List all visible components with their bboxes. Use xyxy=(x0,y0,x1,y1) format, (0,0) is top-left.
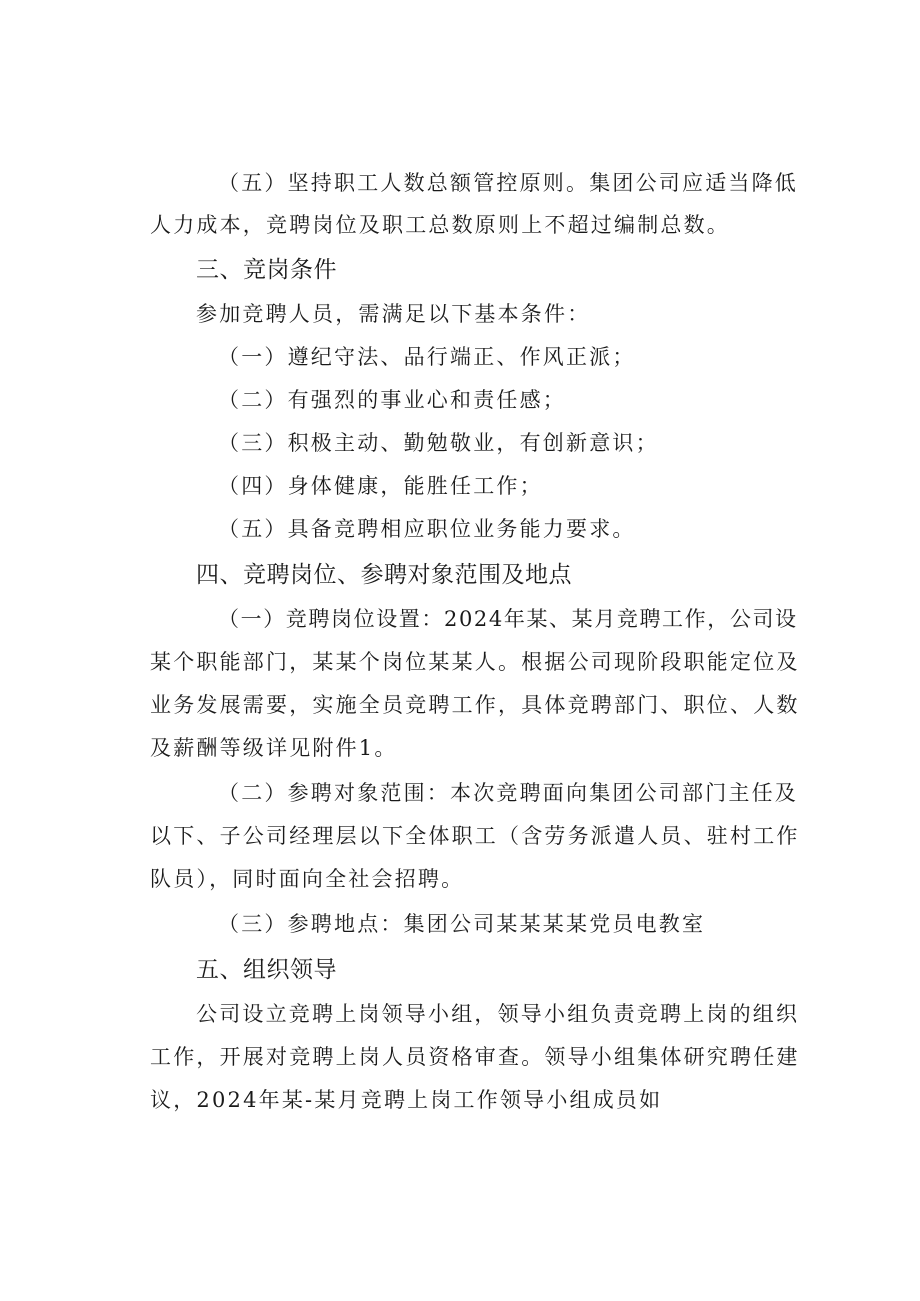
section5-p1-line3: 议，2024年某-某月竞聘上岗工作领导小组成员如 xyxy=(150,1088,663,1112)
section4-p3: （三）参聘地点：集团公司某某某某党员电教室 xyxy=(218,912,706,936)
section4-p2-line2: 以下、子公司经理层以下全体职工（含劳务派遣人员、驻村工作 xyxy=(150,824,800,848)
principle5-line2: 人力成本，竞聘岗位及职工总数原则上不超过编制总数。 xyxy=(150,213,730,237)
section4-p1-line1: （一）竞聘岗位设置：2024年某、某月竞聘工作，公司设 xyxy=(218,607,798,631)
section4-heading: 四、竞聘岗位、参聘对象范围及地点 xyxy=(196,562,572,588)
section3-item-2: （二）有强烈的事业心和责任感； xyxy=(218,388,566,412)
section5-p1-line2: 工作，开展对竞聘上岗人员资格审查。领导小组集体研究聘任建 xyxy=(150,1045,800,1069)
section3-item-3: （三）积极主动、勤勉敬业，有创新意识； xyxy=(218,431,659,455)
section3-item-4: （四）身体健康，能胜任工作； xyxy=(218,474,543,498)
section3-item-5: （五）具备竞聘相应职位业务能力要求。 xyxy=(218,517,636,541)
section4-p1-line3: 业务发展需要，实施全员竞聘工作，具体竞聘部门、职位、人数 xyxy=(150,693,800,717)
principle5-line1: （五）坚持职工人数总额管控原则。集团公司应适当降低 xyxy=(218,171,798,195)
section3-intro: 参加竞聘人员，需满足以下基本条件： xyxy=(196,302,591,326)
section5-heading: 五、组织领导 xyxy=(196,957,337,983)
section4-p1-line2: 某个职能部门，某某个岗位某某人。根据公司现阶段职能定位及 xyxy=(150,650,800,674)
section5-p1-line1: 公司设立竞聘上岗领导小组，领导小组负责竞聘上岗的组织 xyxy=(196,1002,800,1026)
section4-p1-line4: 及薪酬等级详见附件1。 xyxy=(150,736,398,760)
section4-p2-line3: 队员），同时面向全社会招聘。 xyxy=(150,867,465,891)
section3-heading: 三、竞岗条件 xyxy=(196,257,337,283)
section4-p2-line1: （二）参聘对象范围：本次竞聘面向集团公司部门主任及 xyxy=(218,781,798,805)
section3-item-1: （一）遵纪守法、品行端正、作风正派； xyxy=(218,345,636,369)
